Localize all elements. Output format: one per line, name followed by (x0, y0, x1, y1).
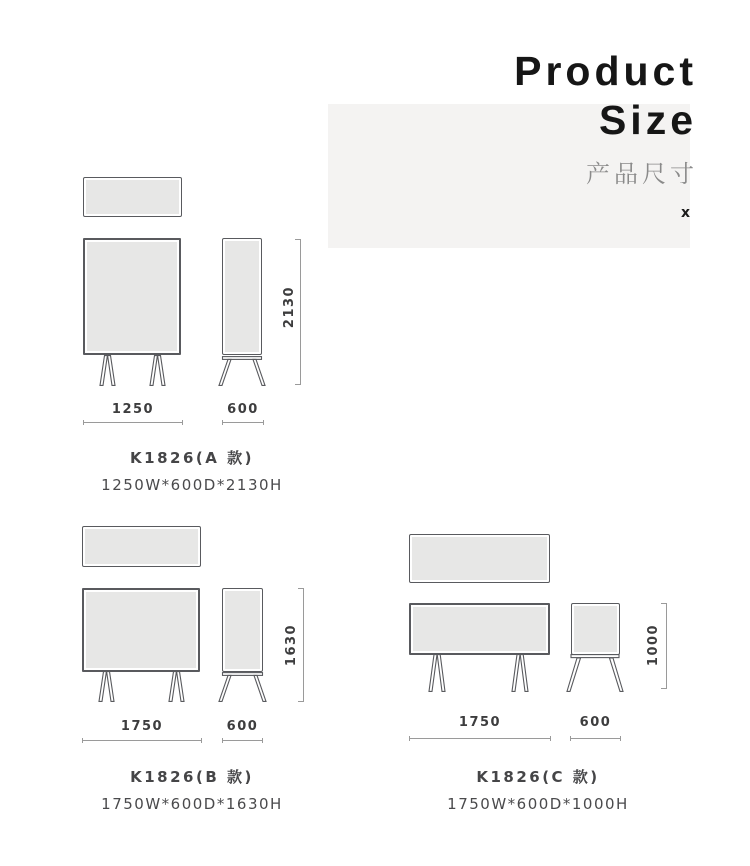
product-b-front-view (82, 588, 200, 672)
product-a-depth-dimension-label: 600 (227, 402, 259, 417)
product-c-width-dimension-label: 1750 (458, 715, 502, 730)
product-a-width-dimension-line (83, 422, 183, 423)
product-c-depth-dimension-line (570, 738, 621, 739)
product-b-height-dimension-label: 1630 (284, 623, 299, 667)
product-a-top-view (83, 177, 182, 217)
product-c-front-right-leg (511, 654, 529, 692)
product-b-front-left-leg (98, 671, 115, 702)
product-a-depth-dimension-line (222, 422, 264, 423)
product-c-top-view (409, 534, 550, 583)
product-b-depth-dimension-label: 600 (226, 719, 259, 734)
product-a-model-label: K1826(A 款) (130, 449, 254, 467)
product-b-width-dimension-line (82, 740, 202, 741)
product-b-dimensions-label: 1750W*600D*1630H (101, 795, 283, 813)
product-a-height-dimension-label: 2130 (282, 285, 297, 329)
product-a-side-view (222, 238, 262, 355)
watermark-x: x (680, 205, 690, 221)
page-subtitle-chinese: 产品尺寸 (586, 160, 698, 188)
product-c-side-view (571, 603, 620, 655)
product-c-width-dimension-line (409, 738, 551, 739)
product-b-depth-dimension-line (222, 740, 263, 741)
product-c-height-dimension-line (666, 603, 667, 689)
page-title-line2: Size (598, 97, 697, 143)
product-c-front-left-leg (428, 654, 446, 692)
product-a-side-legs (218, 356, 266, 386)
product-a-width-dimension-label: 1250 (111, 402, 155, 417)
product-b-side-view (222, 588, 263, 672)
product-c-side-legs (566, 654, 624, 692)
product-b-height-dimension-line (303, 588, 304, 702)
product-b-model-label: K1826(B 款) (130, 768, 254, 786)
product-a-front-right-leg (149, 355, 166, 386)
page-title-line1: Product (514, 48, 697, 94)
product-c-model-label: K1826(C 款) (476, 768, 600, 786)
product-a-dimensions-label: 1250W*600D*2130H (101, 476, 283, 494)
product-c-front-view (409, 603, 550, 655)
product-a-height-dimension-line (300, 239, 301, 385)
product-b-front-right-leg (168, 671, 185, 702)
product-c-height-dimension-label: 1000 (646, 623, 661, 667)
product-b-side-legs (218, 672, 267, 702)
product-c-dimensions-label: 1750W*600D*1000H (447, 795, 629, 813)
product-b-top-view (82, 526, 201, 567)
product-c-depth-dimension-label: 600 (579, 715, 612, 730)
product-a-front-left-leg (99, 355, 116, 386)
product-a-front-view (83, 238, 181, 355)
product-b-width-dimension-label: 1750 (120, 719, 164, 734)
